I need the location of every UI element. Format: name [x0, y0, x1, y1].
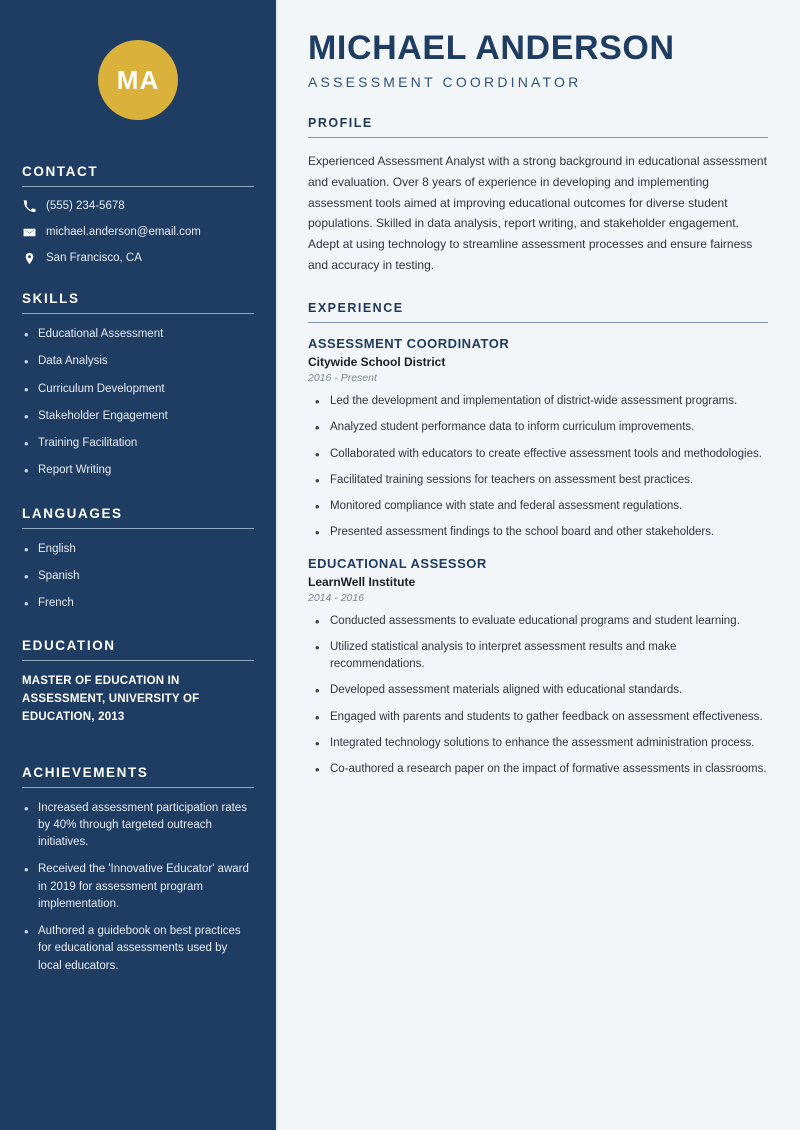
list-item: • Spanish	[22, 568, 254, 585]
experience-company: Citywide School District	[308, 355, 446, 370]
list-item: • Led the development and implementation of district-wide assessment programs.	[312, 393, 768, 410]
experience-entry	[308, 336, 768, 542]
experience-dates: 2016 - Present	[308, 372, 377, 385]
list-item: • Analyzed student performance data to inform curriculum improvements.	[312, 419, 768, 436]
phone-icon	[22, 199, 36, 213]
experience-bullet-list	[308, 613, 768, 779]
list-item: • Data Analysis	[22, 353, 254, 370]
list-item: • Increased assessment participation rates by 40% through targeted outreach initiatives.	[22, 800, 254, 852]
experience-bullet-list	[308, 393, 768, 542]
languages-list	[22, 541, 254, 613]
avatar-initials: MA	[98, 40, 178, 120]
list-item: • Authored a guidebook on best practices for educational assessments used by local educators.	[22, 923, 254, 975]
languages-divider	[22, 528, 254, 529]
map-pin-icon	[22, 251, 36, 265]
education-heading: EDUCATION	[22, 638, 116, 654]
contact-section	[22, 164, 254, 265]
contact-item-email[interactable]	[22, 225, 254, 239]
profile-text: Experienced Assessment Analyst with a strong background in educational assessment and evaluation. Over 8 years of experience in developing and implementing assessment tools aimed at improving educational outcomes for diverse student populations. Skilled in data analysis, report writing, and stakeholder engagement. Adept at using technology to streamline assessment processes and ensure fairness and accuracy in testing.	[308, 154, 767, 272]
experience-role: ASSESSMENT COORDINATOR	[308, 336, 510, 352]
contact-divider	[22, 186, 254, 187]
contact-email-value: michael.anderson@email.com	[46, 226, 201, 238]
list-item: • Conducted assessments to evaluate educational programs and student learning.	[312, 613, 768, 630]
list-item: • English	[22, 541, 254, 558]
list-item: • Curriculum Development	[22, 381, 254, 398]
avatar-container	[22, 0, 254, 164]
list-item: • Monitored compliance with state and federal assessment regulations.	[312, 498, 768, 515]
list-item: • Utilized statistical analysis to interpret assessment results and make recommendations.	[312, 639, 768, 674]
profile-divider	[308, 137, 768, 138]
list-item: • Presented assessment findings to the school board and other stakeholders.	[312, 524, 768, 541]
list-item: • Co-authored a research paper on the impact of formative assessments in classrooms.	[312, 761, 768, 778]
sidebar	[0, 0, 278, 1130]
contact-location-value: San Francisco, CA	[46, 252, 142, 264]
main-content	[278, 0, 800, 1130]
achievements-divider	[22, 787, 254, 788]
skills-section	[22, 291, 254, 480]
envelope-icon	[22, 225, 36, 239]
job-title-subtitle: ASSESSMENT COORDINATOR	[308, 74, 582, 91]
languages-heading: LANGUAGES	[22, 505, 123, 521]
experience-section	[308, 301, 768, 778]
contact-phone-value: (555) 234-5678	[46, 200, 125, 212]
list-item: • Educational Assessment	[22, 326, 254, 343]
education-divider	[22, 660, 254, 661]
contact-item-phone[interactable]	[22, 199, 254, 213]
experience-divider	[308, 322, 768, 323]
list-item: • Facilitated training sessions for teachers on assessment best practices.	[312, 472, 768, 489]
achievements-list	[22, 800, 254, 975]
list-item: • Received the 'Innovative Educator' award in 2019 for assessment program implementation.	[22, 861, 254, 913]
skills-divider	[22, 313, 254, 314]
education-section	[22, 638, 254, 726]
list-item: • Developed assessment materials aligned with educational standards.	[312, 682, 768, 699]
contact-heading: CONTACT	[22, 164, 99, 179]
experience-company: LearnWell Institute	[308, 574, 416, 589]
skills-heading: SKILLS	[22, 291, 80, 306]
languages-section	[22, 506, 254, 613]
list-item: • Training Facilitation	[22, 435, 254, 452]
achievements-section	[22, 765, 254, 975]
education-entry: MASTER OF EDUCATION IN ASSESSMENT, UNIVERSITY OF EDUCATION, 2013	[22, 675, 200, 723]
list-item: • Integrated technology solutions to enhance the assessment administration process.	[312, 735, 768, 752]
achievements-heading: ACHIEVEMENTS	[22, 764, 149, 780]
experience-heading: EXPERIENCE	[308, 301, 404, 316]
contact-item-location[interactable]	[22, 251, 254, 265]
skills-list	[22, 326, 254, 480]
list-item: • Collaborated with educators to create effective assessment tools and methodologies.	[312, 446, 768, 463]
page-title: MICHAEL ANDERSON	[308, 29, 675, 67]
experience-entry	[308, 556, 768, 779]
experience-dates: 2014 - 2016	[308, 591, 365, 604]
sidebar-spacer	[22, 753, 254, 765]
list-item: • Report Writing	[22, 462, 254, 479]
profile-section	[308, 116, 768, 275]
profile-heading: PROFILE	[308, 116, 373, 131]
list-item: • Engaged with parents and students to gather feedback on assessment effectiveness.	[312, 709, 768, 726]
list-item: • French	[22, 595, 254, 612]
experience-role: EDUCATIONAL ASSESSOR	[308, 555, 487, 571]
list-item: • Stakeholder Engagement	[22, 408, 254, 425]
